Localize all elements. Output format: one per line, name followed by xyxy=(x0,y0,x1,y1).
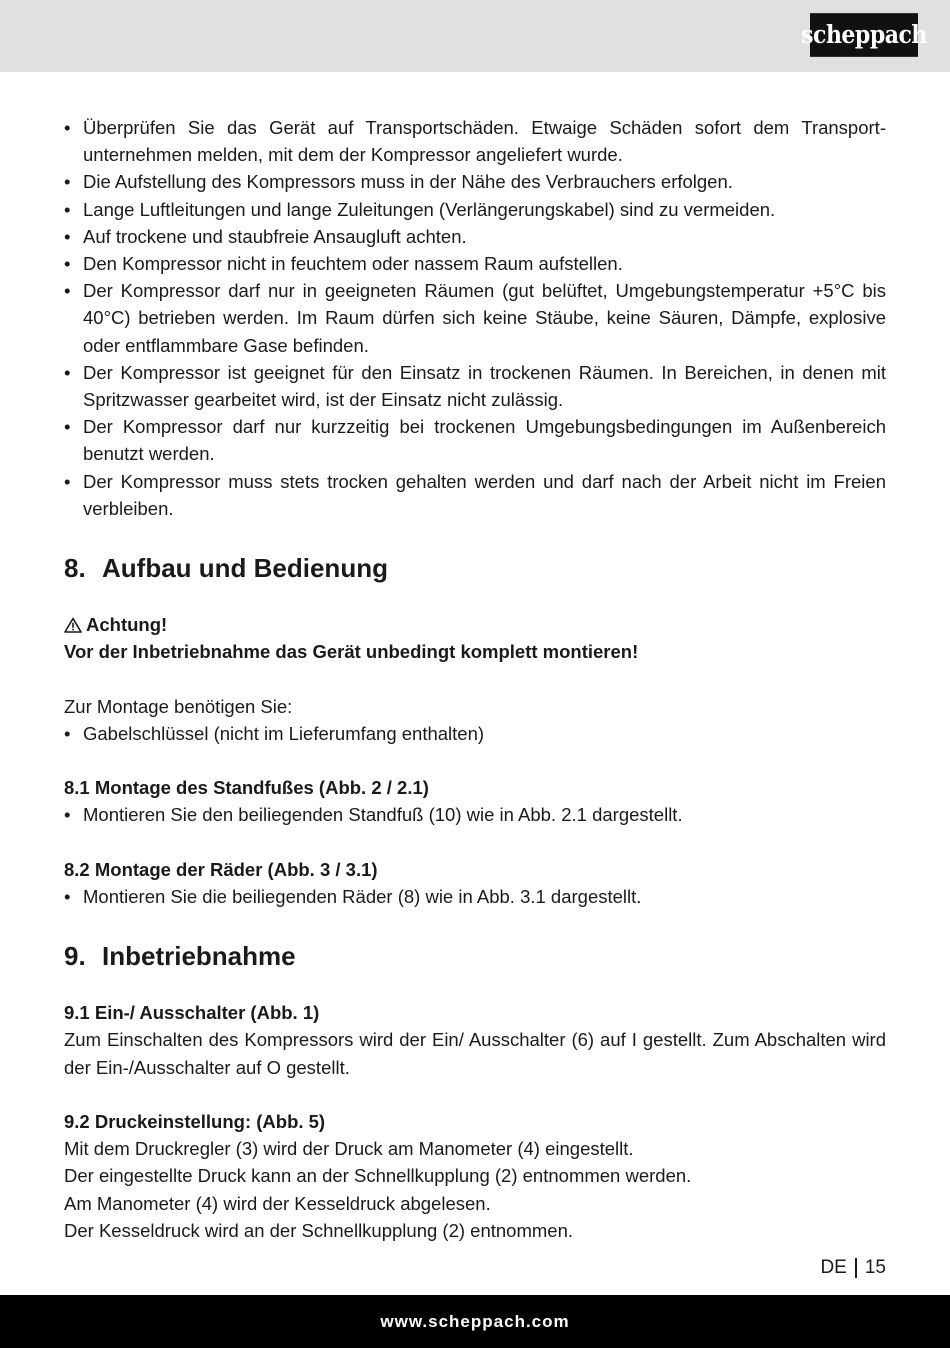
subsection-8-2-heading: 8.2 Montage der Räder (Abb. 3 / 3.1) xyxy=(64,858,378,880)
subsection-8-1-heading: 8.1 Montage des Standfußes (Abb. 2 / 2.1) xyxy=(64,777,429,799)
list-item: • Der Kompressor ist geeignet für den Einsatz in trockenen Räumen. In Bereichen, in denen mit Spritzwasser gearbeitet wird, ist der Einsatz nicht zulässig. xyxy=(64,359,886,413)
brand-logo-text: scheppach xyxy=(801,20,927,50)
header-bar xyxy=(0,0,950,72)
page-number-value: 15 xyxy=(864,1257,886,1278)
warning-title-text: Achtung! xyxy=(86,614,168,636)
paragraph-line: Der Kesseldruck wird an der Schnellkupplung (2) entnommen. xyxy=(64,1219,574,1241)
footer-url[interactable]: www.scheppach.com xyxy=(380,1311,570,1331)
list-item: • Überprüfen Sie das Gerät auf Transportschäden. Etwaige Schäden sofort dem Transportunternehmen melden, mit dem der Kompressor angeliefert wurde. xyxy=(64,114,886,168)
section-8-heading xyxy=(64,552,886,584)
section-title: Inbetriebnahme xyxy=(102,941,296,972)
paragraph-line: Mit dem Druckregler (3) wird der Druck am Manometer (4) eingestellt. xyxy=(64,1138,634,1160)
warning-title xyxy=(64,611,886,638)
subsection-9-1-heading: 9.1 Ein-/ Ausschalter (Abb. 1) xyxy=(64,1002,320,1024)
list-item: • Montieren Sie die beiliegenden Räder (8) wie in Abb. 3.1 dargestellt. xyxy=(64,883,886,910)
setup-instructions-list xyxy=(64,114,886,522)
footer-bar xyxy=(0,1295,950,1348)
section-number: 9. xyxy=(64,941,86,972)
warning-triangle-icon xyxy=(64,617,82,633)
list-item: • Die Aufstellung des Kompressors muss in der Nähe des Verbrauchers erfolgen. xyxy=(64,168,886,195)
section-9-heading xyxy=(64,940,886,972)
subsection-8-2-list xyxy=(64,883,886,910)
list-item: • Gabelschlüssel (nicht im Lieferumfang enthalten) xyxy=(64,720,886,747)
brand-logo xyxy=(801,13,927,57)
list-item: • Lange Luftleitungen und lange Zuleitungen (Verlängerungskabel) sind zu vermeiden. xyxy=(64,196,886,223)
page-language: DE xyxy=(820,1257,847,1278)
section-title: Aufbau und Bedienung xyxy=(102,553,388,584)
list-item: • Den Kompressor nicht in feuchtem oder nassem Raum aufstellen. xyxy=(64,250,886,277)
page-number-divider xyxy=(855,1258,857,1278)
tools-list xyxy=(64,720,886,747)
assembly-intro: Zur Montage benötigen Sie: xyxy=(64,695,293,717)
list-item: • Der Kompressor darf nur kurzzeitig bei trockenen Umgebungsbedingungen im Außenbereich benutzt werden. xyxy=(64,413,886,467)
list-item: • Auf trockene und staubfreie Ansaugluft achten. xyxy=(64,223,886,250)
subsection-9-1-text: Zum Einschalten des Kompressors wird der Ein/ Ausschalter (6) auf I gestellt. Zum Abschalten wird der Ein-/Ausschalter auf O gestellt. xyxy=(64,1029,886,1078)
warning-text: Vor der Inbetriebnahme das Gerät unbedingt komplett montieren! xyxy=(64,641,639,663)
subsection-9-2-heading: 9.2 Druckeinstellung: (Abb. 5) xyxy=(64,1111,326,1133)
page-number xyxy=(820,1256,886,1280)
section-number: 8. xyxy=(64,553,86,584)
paragraph-line: Am Manometer (4) wird der Kesseldruck abgelesen. xyxy=(64,1192,491,1214)
list-item: • Montieren Sie den beiliegenden Standfuß (10) wie in Abb. 2.1 dargestellt. xyxy=(64,801,886,828)
list-item: • Der Kompressor muss stets trocken gehalten werden und darf nach der Arbeit nicht im Freien verbleiben. xyxy=(64,468,886,522)
subsection-8-1-list xyxy=(64,801,886,828)
paragraph-line: Der eingestellte Druck kann an der Schnellkupplung (2) entnommen werden. xyxy=(64,1165,692,1187)
list-item: • Der Kompressor darf nur in geeigneten Räumen (gut belüftet, Umgebungstemperatur +5°C bis 40°C) betrieben werden. Im Raum dürfen sich keine Stäube, keine Säuren, Dämpfe, explosive oder entflammbare Gase befinden. xyxy=(64,277,886,359)
page-content xyxy=(64,114,886,1244)
